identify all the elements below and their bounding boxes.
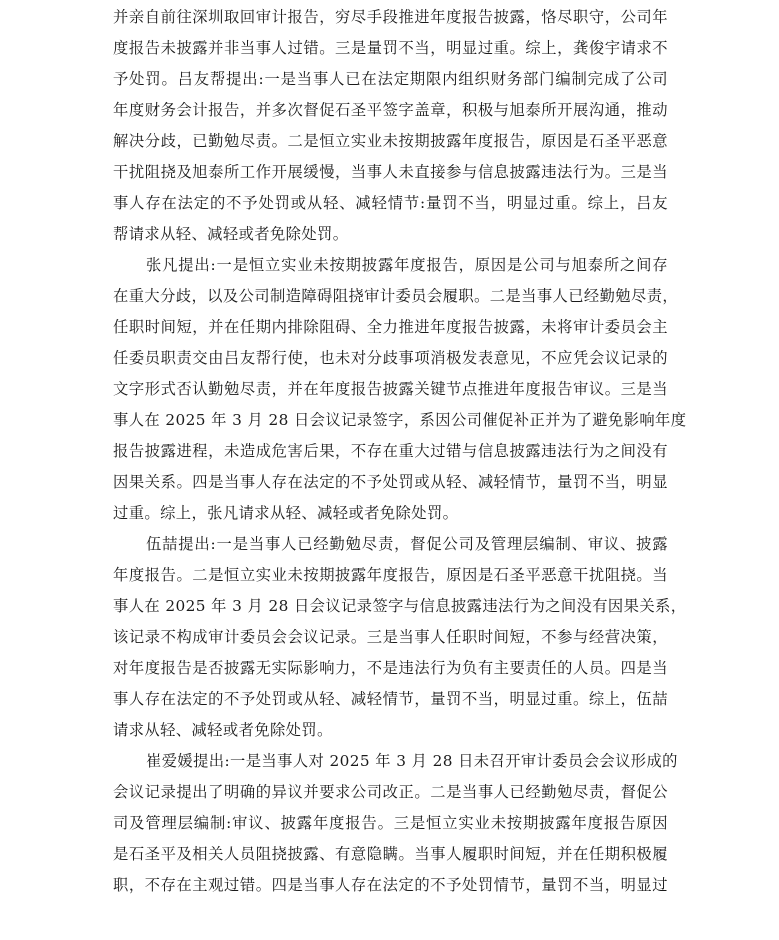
text-line: 年度财务会计报告，并多次督促石圣平签字盖章，积极与旭泰所开展沟通，推动 — [113, 101, 668, 119]
text-line: 司及管理层编制:审议、披露年度报告。三是恒立实业未按期披露年度报告原因 — [113, 814, 668, 832]
text-line: 报告披露进程，未造成危害后果，不存在重大过错与信息披露违法行为之间没有 — [113, 442, 668, 460]
text-line: 是石圣平及相关人员阻挠披露、有意隐瞒。当事人履职时间短，并在任期积极履 — [113, 845, 668, 863]
text-line: 该记录不构成审计委员会会议记录。三是当事人任职时间短，不参与经营决策， — [113, 628, 668, 646]
text-line: 事人存在法定的不予处罚或从轻、减轻情节，量罚不当，明显过重。综上，伍喆 — [113, 690, 668, 708]
text-line: 过重。综上，张凡请求从轻、减轻或者免除处罚。 — [113, 504, 459, 522]
paragraph-cui-aiyuan — [113, 746, 678, 901]
text-line: 任委员职责交由吕友帮行使，也未对分歧事项消极发表意见，不应凭会议记录的 — [113, 349, 668, 367]
document-page — [113, 2, 687, 901]
text-line: 事人存在法定的不予处罚或从轻、减轻情节:量罚不当，明显过重。综上，吕友 — [113, 194, 668, 212]
text-line: 予处罚。吕友帮提出:一是当事人已在法定期限内组织财务部门编制完成了公司 — [113, 70, 668, 88]
text-line: 崔爱媛提出:一是当事人对 2025 年 3 月 28 日未召开审计委员会会议形成的 — [146, 752, 678, 770]
text-line: 度报告未披露并非当事人过错。三是量罚不当，明显过重。综上，龚俊宇请求不 — [113, 39, 668, 57]
text-line: 年度报告。二是恒立实业未按期披露年度报告，原因是石圣平恶意干扰阻挠。当 — [113, 566, 668, 584]
text-line: 并亲自前往深圳取回审计报告，穷尽手段推进年度报告披露，恪尽职守，公司年 — [113, 8, 668, 26]
text-line: 职，不存在主观过错。四是当事人存在法定的不予处罚情节，量罚不当，明显过 — [113, 876, 668, 894]
text-line: 因果关系。四是当事人存在法定的不予处罚或从轻、减轻情节，量罚不当，明显 — [113, 473, 668, 491]
text-line: 张凡提出:一是恒立实业未按期披露年度报告，原因是公司与旭泰所之间存 — [146, 256, 668, 274]
text-line: 会议记录提出了明确的异议并要求公司改正。二是当事人已经勤勉尽责，督促公 — [113, 783, 668, 801]
text-line: 任职时间短，并在任期内排除阻碍、全力推进年度报告披露，未将审计委员会主 — [113, 318, 668, 336]
text-line: 请求从轻、减轻或者免除处罚。 — [113, 721, 333, 739]
text-line: 事人在 2025 年 3 月 28 日会议记录签字，系因公司催促补正并为了避免影响年度 — [113, 411, 687, 429]
text-line: 干扰阻挠及旭泰所工作开展缓慢，当事人未直接参与信息披露违法行为。三是当 — [113, 163, 668, 181]
text-line: 伍喆提出:一是当事人已经勤勉尽责，督促公司及管理层编制、审议、披露 — [146, 535, 668, 553]
paragraph-continuation-gong-lv — [113, 2, 668, 250]
text-line: 事人在 2025 年 3 月 28 日会议记录签字与信息披露违法行为之间没有因果关系， — [113, 597, 687, 615]
text-line: 帮请求从轻、减轻或者免除处罚。 — [113, 225, 349, 243]
paragraph-wu-zhe — [113, 529, 687, 746]
paragraph-zhang-fan — [113, 250, 687, 529]
text-line: 文字形式否认勤勉尽责，并在年度报告披露关键节点推进年度报告审议。三是当 — [113, 380, 668, 398]
text-line: 在重大分歧，以及公司制造障碍阻挠审计委员会履职。二是当事人已经勤勉尽责， — [113, 287, 679, 305]
text-line: 解决分歧，已勤勉尽责。二是恒立实业未按期披露年度报告，原因是石圣平恶意 — [113, 132, 668, 150]
text-line: 对年度报告是否披露无实际影响力，不是违法行为负有主要责任的人员。四是当 — [113, 659, 668, 677]
